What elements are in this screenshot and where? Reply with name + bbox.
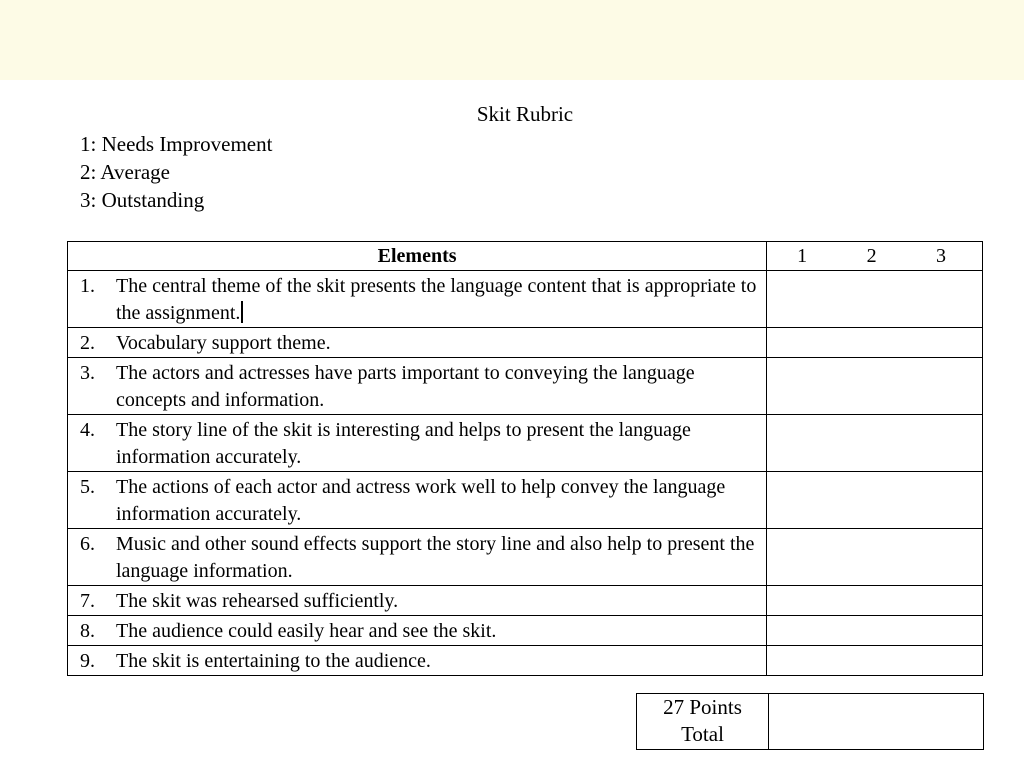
score-cell[interactable] xyxy=(767,616,983,646)
total-label: Total xyxy=(681,722,724,746)
elements-header: Elements xyxy=(68,242,767,271)
item-text: The skit was rehearsed sufficiently. xyxy=(116,590,399,612)
item-number: 2. xyxy=(80,332,95,354)
item-number: 3. xyxy=(80,362,95,384)
total-table xyxy=(636,693,984,750)
element-cell[interactable] xyxy=(68,472,767,529)
table-row xyxy=(68,328,983,358)
score-header-3: 3 xyxy=(935,244,946,267)
table-row xyxy=(68,415,983,472)
total-label-cell xyxy=(637,694,769,750)
element-cell[interactable] xyxy=(68,328,767,358)
table-row xyxy=(68,358,983,415)
table-row xyxy=(68,271,983,328)
score-cell[interactable] xyxy=(767,358,983,415)
score-cell[interactable] xyxy=(767,271,983,328)
item-number: 4. xyxy=(80,419,95,441)
item-text: The story line of the skit is interesting and helps to present the language information accurately. xyxy=(116,419,691,468)
text-cursor xyxy=(241,301,243,323)
item-number: 8. xyxy=(80,620,95,642)
table-row xyxy=(68,529,983,586)
page-title: Skit Rubric xyxy=(476,102,574,126)
score-cell[interactable] xyxy=(767,586,983,616)
scores-header xyxy=(767,242,983,271)
item-text: Music and other sound effects support the story line and also help to present the language information. xyxy=(116,533,755,582)
element-cell[interactable] xyxy=(68,271,767,328)
element-cell[interactable] xyxy=(68,586,767,616)
score-cell[interactable] xyxy=(767,646,983,676)
table-row xyxy=(68,616,983,646)
item-number: 6. xyxy=(80,533,95,555)
top-band xyxy=(0,0,1024,80)
score-cell[interactable] xyxy=(767,529,983,586)
score-cell[interactable] xyxy=(767,472,983,529)
item-number: 5. xyxy=(80,476,95,498)
element-cell[interactable] xyxy=(68,358,767,415)
item-number: 1. xyxy=(80,275,95,297)
table-row xyxy=(68,586,983,616)
score-cell[interactable] xyxy=(767,415,983,472)
item-number: 9. xyxy=(80,650,95,672)
legend-item-1: 1: Needs Improvement xyxy=(80,132,273,156)
item-text: The central theme of the skit presents the language content that is appropriate to the assignment. xyxy=(116,275,757,324)
table-row xyxy=(68,646,983,676)
element-cell[interactable] xyxy=(68,529,767,586)
score-legend xyxy=(80,130,272,214)
rubric-table xyxy=(67,241,983,676)
item-text: The audience could easily hear and see the skit. xyxy=(116,620,497,642)
table-header-row xyxy=(68,242,983,271)
item-number: 7. xyxy=(80,590,95,612)
table-row xyxy=(68,472,983,529)
element-cell[interactable] xyxy=(68,415,767,472)
item-text: The actions of each actor and actress work well to help convey the language information accurately. xyxy=(116,476,726,525)
legend-item-2: 2: Average xyxy=(80,160,170,184)
score-header-2: 2 xyxy=(866,244,877,267)
score-cell[interactable] xyxy=(767,328,983,358)
item-text: The skit is entertaining to the audience. xyxy=(116,650,431,672)
total-value-cell[interactable] xyxy=(769,694,984,750)
item-text: Vocabulary support theme. xyxy=(116,332,331,354)
total-row xyxy=(637,694,984,750)
item-text: The actors and actresses have parts important to conveying the language concepts and information. xyxy=(116,362,695,411)
score-header-1: 1 xyxy=(797,244,808,267)
total-points-label: 27 Points xyxy=(663,695,742,719)
element-cell[interactable] xyxy=(68,616,767,646)
element-cell[interactable] xyxy=(68,646,767,676)
legend-item-3: 3: Outstanding xyxy=(80,188,205,212)
